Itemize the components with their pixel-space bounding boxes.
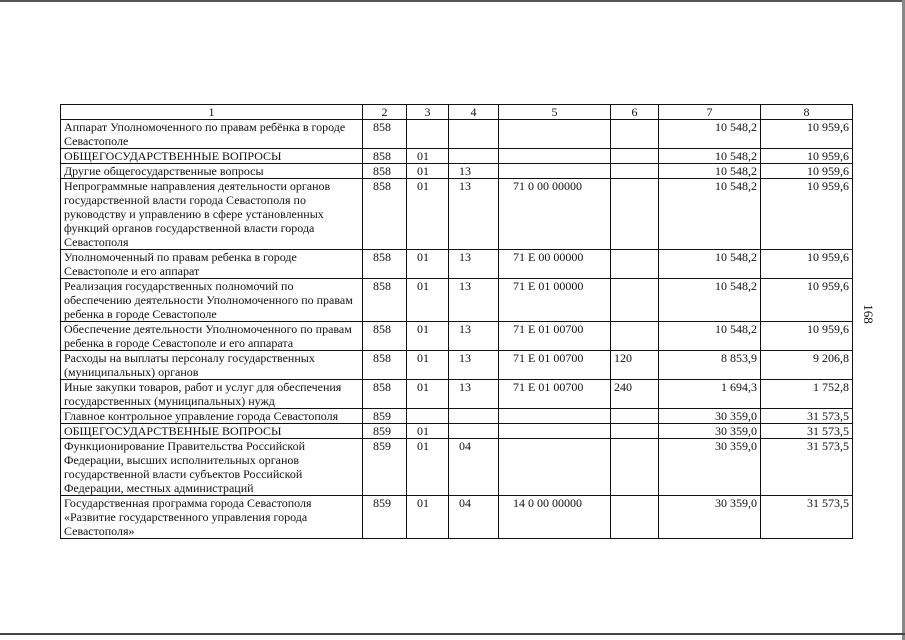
cell-subsection: 13 [449, 250, 499, 279]
column-header: 8 [761, 105, 853, 120]
cell-vr [611, 409, 659, 424]
cell-code: 858 [363, 164, 407, 179]
cell-vr [611, 439, 659, 496]
cell-code: 858 [363, 120, 407, 149]
table-row [61, 179, 853, 250]
cell-section: 01 [407, 250, 449, 279]
cell-subsection [449, 424, 499, 439]
cell-code: 859 [363, 424, 407, 439]
cell-code: 858 [363, 322, 407, 351]
cell-code: 858 [363, 380, 407, 409]
cell-sum-2: 10 959,6 [761, 149, 853, 164]
cell-csr: 71 Е 01 00000 [499, 279, 611, 322]
table-row [61, 496, 853, 539]
cell-name: Другие общегосударственные вопросы [61, 164, 363, 179]
cell-subsection: 13 [449, 279, 499, 322]
cell-sum-1: 10 548,2 [659, 120, 761, 149]
cell-csr [499, 149, 611, 164]
scan-border-top [0, 0, 905, 2]
cell-code: 859 [363, 439, 407, 496]
cell-sum-1: 10 548,2 [659, 279, 761, 322]
page-number: 168 [861, 304, 876, 324]
cell-sum-2: 10 959,6 [761, 120, 853, 149]
cell-code: 859 [363, 409, 407, 424]
table-row [61, 439, 853, 496]
cell-code: 859 [363, 496, 407, 539]
cell-vr [611, 424, 659, 439]
table-row [61, 164, 853, 179]
cell-section [407, 409, 449, 424]
cell-vr [611, 322, 659, 351]
table-row [61, 424, 853, 439]
header-row [61, 105, 853, 120]
cell-section [407, 120, 449, 149]
cell-csr [499, 439, 611, 496]
cell-vr [611, 279, 659, 322]
cell-csr: 71 Е 01 00700 [499, 322, 611, 351]
cell-csr: 71 Е 01 00700 [499, 351, 611, 380]
column-header: 1 [61, 105, 363, 120]
cell-sum-2: 10 959,6 [761, 164, 853, 179]
cell-code: 858 [363, 179, 407, 250]
cell-sum-2: 31 573,5 [761, 409, 853, 424]
cell-subsection: 13 [449, 351, 499, 380]
cell-name: Обеспечение деятельности Уполномоченного по правам ребенка в городе Севастополе и его аппарата [61, 322, 363, 351]
cell-code: 858 [363, 250, 407, 279]
table-row [61, 351, 853, 380]
cell-sum-2: 10 959,6 [761, 250, 853, 279]
cell-sum-1: 30 359,0 [659, 409, 761, 424]
cell-vr [611, 250, 659, 279]
cell-section: 01 [407, 279, 449, 322]
cell-csr: 71 Е 01 00700 [499, 380, 611, 409]
scan-border-bottom [0, 633, 905, 635]
table-row [61, 279, 853, 322]
table-row [61, 149, 853, 164]
cell-name: Функционирование Правительства Российской Федерации, высших исполнительных органов государственной власти субъектов Российской Федерации, местных администраций [61, 439, 363, 496]
cell-subsection: 13 [449, 380, 499, 409]
cell-code: 858 [363, 351, 407, 380]
cell-name: Расходы на выплаты персоналу государственных (муниципальных) органов [61, 351, 363, 380]
cell-section: 01 [407, 164, 449, 179]
column-header: 4 [449, 105, 499, 120]
column-header: 3 [407, 105, 449, 120]
cell-subsection: 04 [449, 496, 499, 539]
cell-sum-2: 31 573,5 [761, 424, 853, 439]
column-header: 6 [611, 105, 659, 120]
cell-name: Уполномоченный по правам ребенка в городе Севастополе и его аппарат [61, 250, 363, 279]
cell-name: Аппарат Уполномоченного по правам ребёнка в городе Севастополе [61, 120, 363, 149]
table-row [61, 250, 853, 279]
cell-section: 01 [407, 322, 449, 351]
cell-section: 01 [407, 351, 449, 380]
cell-sum-1: 10 548,2 [659, 250, 761, 279]
cell-section: 01 [407, 439, 449, 496]
cell-sum-1: 10 548,2 [659, 149, 761, 164]
cell-name: Реализация государственных полномочий по обеспечению деятельности Уполномоченного по правам ребенка в городе Севастополе [61, 279, 363, 322]
cell-vr [611, 179, 659, 250]
cell-sum-2: 9 206,8 [761, 351, 853, 380]
cell-subsection [449, 149, 499, 164]
cell-vr [611, 120, 659, 149]
cell-csr [499, 120, 611, 149]
table-row [61, 120, 853, 149]
cell-sum-2: 31 573,5 [761, 439, 853, 496]
cell-csr: 14 0 00 00000 [499, 496, 611, 539]
cell-section: 01 [407, 424, 449, 439]
cell-subsection [449, 120, 499, 149]
cell-vr [611, 164, 659, 179]
cell-code: 858 [363, 149, 407, 164]
column-header: 7 [659, 105, 761, 120]
cell-sum-1: 30 359,0 [659, 424, 761, 439]
cell-sum-1: 1 694,3 [659, 380, 761, 409]
cell-name: ОБЩЕГОСУДАРСТВЕННЫЕ ВОПРОСЫ [61, 149, 363, 164]
cell-sum-2: 10 959,6 [761, 322, 853, 351]
cell-csr [499, 424, 611, 439]
cell-name: Главное контрольное управление города Севастополя [61, 409, 363, 424]
cell-sum-1: 10 548,2 [659, 164, 761, 179]
cell-vr [611, 149, 659, 164]
cell-subsection: 13 [449, 179, 499, 250]
cell-vr: 120 [611, 351, 659, 380]
cell-name: ОБЩЕГОСУДАРСТВЕННЫЕ ВОПРОСЫ [61, 424, 363, 439]
cell-subsection [449, 409, 499, 424]
cell-section: 01 [407, 380, 449, 409]
budget-table [60, 104, 853, 539]
cell-sum-2: 1 752,8 [761, 380, 853, 409]
cell-csr: 71 0 00 00000 [499, 179, 611, 250]
cell-name: Государственная программа города Севастополя «Развитие государственного управления города Севастополя» [61, 496, 363, 539]
table-row [61, 322, 853, 351]
column-header: 2 [363, 105, 407, 120]
cell-section: 01 [407, 179, 449, 250]
cell-sum-1: 30 359,0 [659, 439, 761, 496]
cell-subsection: 13 [449, 322, 499, 351]
table-row [61, 380, 853, 409]
cell-subsection: 13 [449, 164, 499, 179]
column-header: 5 [499, 105, 611, 120]
cell-csr [499, 409, 611, 424]
cell-sum-1: 30 359,0 [659, 496, 761, 539]
cell-subsection: 04 [449, 439, 499, 496]
cell-sum-1: 10 548,2 [659, 179, 761, 250]
cell-section: 01 [407, 149, 449, 164]
cell-vr [611, 496, 659, 539]
cell-sum-2: 31 573,5 [761, 496, 853, 539]
cell-name: Непрограммные направления деятельности органов государственной власти города Севастополя по руководству и управлению в сфере установленных функций органов государственной власти города Севастополя [61, 179, 363, 250]
cell-sum-2: 10 959,6 [761, 279, 853, 322]
cell-csr: 71 Е 00 00000 [499, 250, 611, 279]
cell-sum-2: 10 959,6 [761, 179, 853, 250]
cell-vr: 240 [611, 380, 659, 409]
cell-code: 858 [363, 279, 407, 322]
cell-sum-1: 10 548,2 [659, 322, 761, 351]
table-row [61, 409, 853, 424]
cell-name: Иные закупки товаров, работ и услуг для обеспечения государственных (муниципальных) нужд [61, 380, 363, 409]
cell-section: 01 [407, 496, 449, 539]
cell-csr [499, 164, 611, 179]
cell-sum-1: 8 853,9 [659, 351, 761, 380]
